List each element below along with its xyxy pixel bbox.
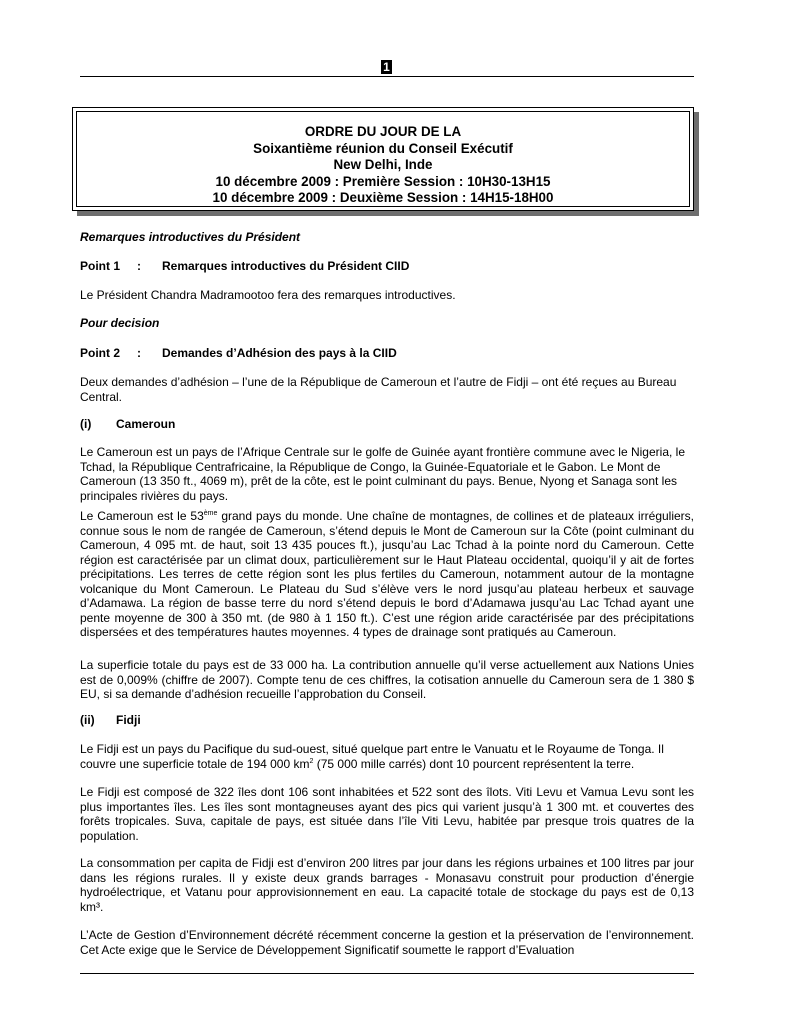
fidji-paragraph-2: Le Fidji est composé de 322 îles dont 106 sont inhabitées et 522 sont des îlots. Viti Levu et Vamua Levu sont les plus importantes îles. Les îles sont montagneuses ayant des pics qui varient jusqu’à 1 300 mt. et couvertes des forêts tropicales. Suva, capitale de pays, est située dans l’île Viti Levu, habitée par presque trois quatres de la population. [80, 785, 694, 843]
cameroun-p2-start: Le Cameroun est le 53 [80, 509, 204, 523]
point1-heading [80, 259, 694, 274]
cameroun-p2-superscript: ème [203, 510, 218, 517]
fidji-p1-rest: (75 000 mille carrés) dont 10 pourcent représentent la terre. [313, 756, 635, 771]
cameroun-p2-rest: grand pays du monde. Une chaîne de montagnes, de collines et de plateaux irréguliers, connue sous le nom de rangée de Cameroun, s’étend depuis le Mont de Cameroun sur la Côte (point culminant du Cameroun, 4 095 mt. de haut, soit 13 435 pouces ft.), jusqu’au Lac Tchad à la pointe nord du Cameroun. Cette région est caractérisée par un climat doux, particulièrement sur le Haut Plateau occidental, quoiqu’il y ait de fortes précipitations. Les terres de cette région sont les plus fertiles du Cameroun, notamment autour de la montagne volcanique du Mont Cameroun. Le Plateau du Sud s’élève vers le nord jusqu’au plateau herbeux et sauvage d’Adamawa. La région de basse terre du nord s’étend depuis le bord d’Adamawa jusqu’au Lac Tchad ayant une pente moyenne de 300 à 350 mt. (de 980 à 1 150 ft.). C’est une région aride caractérisée par des précipitations dispersées et des températures hautes moyennes. 4 types de drainage sont pratiqués au Cameroun. [80, 509, 694, 639]
cameroun-heading [80, 417, 694, 432]
fidji-heading [80, 713, 694, 728]
cameroun-paragraph-3: La superficie totale du pays est de 33 000 ha. La contribution annuelle qu’il verse actuellement aux Nations Unies est de 0,009% (chiffre de 2007). Compte tenu de ces chiffres, la cotisation annuelle du Cameroun sera de 1 380 $ EU, si sa demande d’adhésion recueille l’approbation du Conseil. [80, 658, 694, 701]
point2-heading [80, 346, 694, 361]
title-line-5: 10 décembre 2009 : Deuxième Session : 14H15-18H00 [212, 190, 554, 205]
title-line-3: New Delhi, Inde [333, 157, 433, 172]
fidji-p1-superscript: 2 [309, 757, 314, 765]
point1-colon: : [137, 259, 141, 273]
point1-text: Le Président Chandra Madramootoo fera des remarques introductives. [80, 288, 456, 302]
point2-label: Point 2 [80, 346, 121, 360]
intro-heading: Remarques introductives du Président [80, 230, 301, 244]
fidji-paragraph-1 [80, 742, 694, 771]
title-line-1: ORDRE DU JOUR DE LA [304, 124, 462, 139]
decision-heading: Pour decision [80, 316, 160, 330]
cameroun-number: (i) [80, 417, 92, 431]
point2-colon: : [137, 346, 141, 360]
cameroun-title: Cameroun [116, 417, 176, 431]
point1-label: Point 1 [80, 259, 121, 273]
point1-title: Remarques introductives du Président CIID [162, 259, 410, 273]
title-box [72, 107, 694, 211]
point2-text: Deux demandes d’adhésion – l’une de la République de Cameroun et l’autre de Fidji – ont été reçues au Bureau Central. [80, 375, 677, 404]
page-number: 1 [381, 60, 392, 74]
title-line-4: 10 décembre 2009 : Première Session : 10H30-13H15 [215, 173, 551, 189]
footer-rule [80, 973, 694, 974]
point2-title: Demandes d’Adhésion des pays à la CIID [162, 346, 397, 360]
cameroun-paragraph-2 [80, 509, 694, 640]
fidji-title: Fidji [116, 713, 141, 727]
header-rule [80, 76, 694, 77]
title-inner-frame [76, 111, 690, 207]
fidji-paragraph-3: La consommation per capita de Fidji est d’environ 200 litres par jour dans les régions urbaines et 100 litres par jour dans les régions rurales. Il y existe deux grands barrages - Monasavu construit pour production d’énergie hydroélectrique, et Vatanu pour approvisionnement en eau. La capacité totale de stockage du pays est de 0,13 km³. [80, 856, 694, 914]
title-line-2: Soixantième réunion du Conseil Exécutif [253, 140, 513, 156]
fidji-number: (ii) [80, 713, 95, 727]
fidji-p1-start: Le Fidji est un pays du Pacifique du sud-ouest, situé quelque part entre le Vanuatu et le Royaume de Tonga. Il couvre une superficie totale de 194 000 km [80, 742, 664, 771]
cameroun-paragraph-1: Le Cameroun est un pays de l’Afrique Centrale sur le golfe de Guinée ayant frontière commune avec le Nigeria, le Tchad, la République Centrafricaine, la République de Congo, la Guinée-Equatoriale et le Gabon. Le Mont de Cameroun (13 350 ft., 4069 m), prêt de la côte, est le point culminant du pays. Benue, Nyong et Sanaga sont les principales rivières du pays. [80, 445, 685, 503]
fidji-paragraph-4: L’Acte de Gestion d’Environnement décrété récemment concerne la gestion et la préservation de l’environnement. Cet Acte exige que le Service de Développement Significatif soumette le rapport d’Evaluation [80, 928, 694, 957]
